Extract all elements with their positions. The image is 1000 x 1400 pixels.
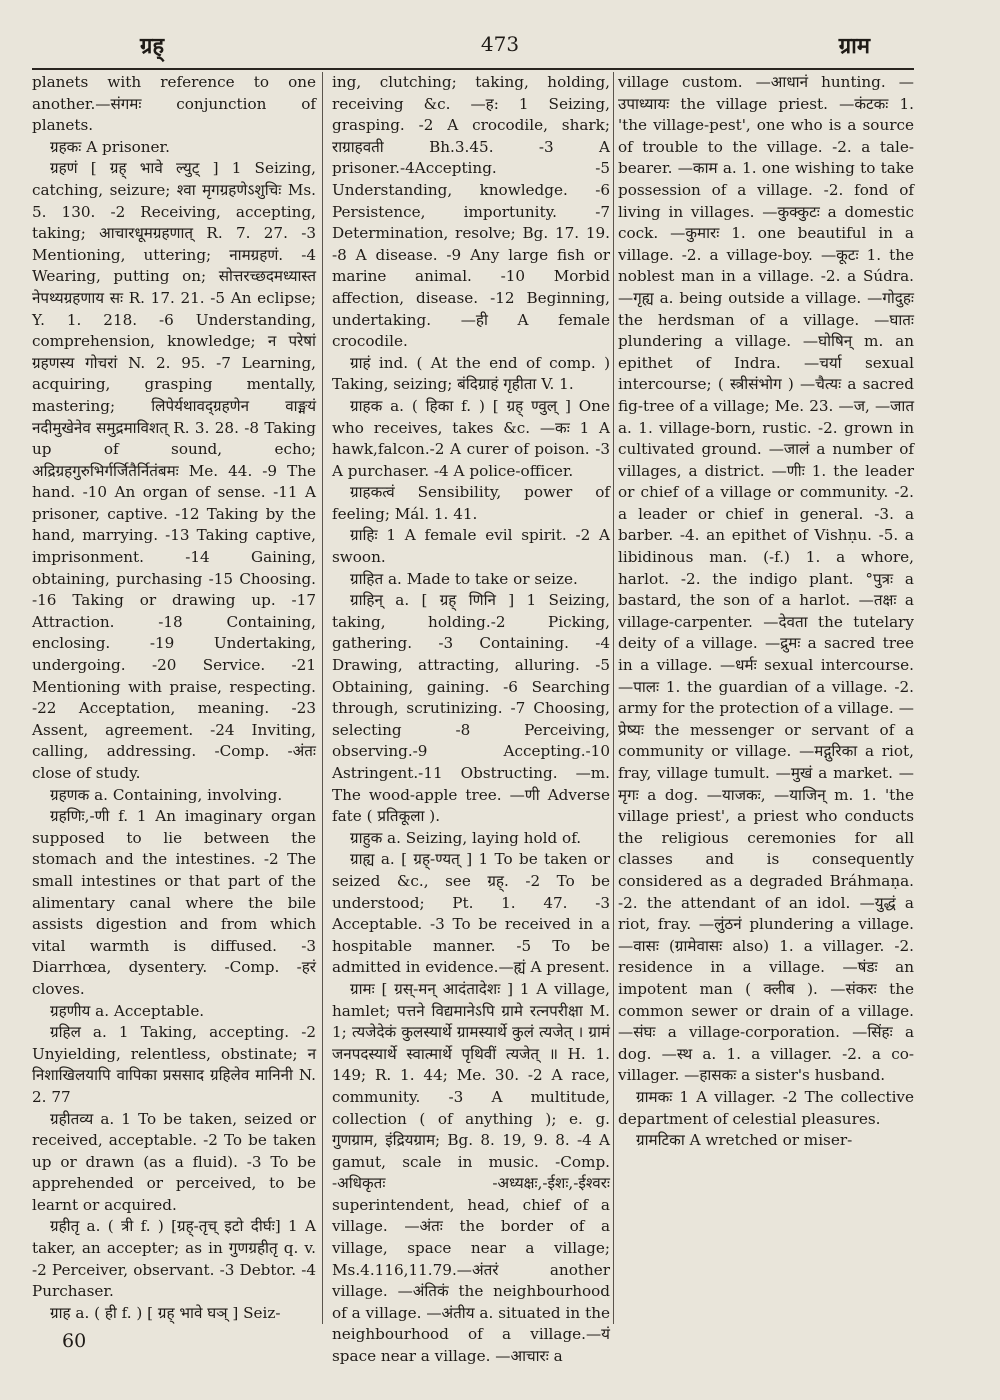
column-2 — [332, 72, 610, 1366]
page-number: 473 — [480, 32, 520, 56]
column-divider — [322, 72, 323, 1324]
dictionary-entry: ग्राहुक a. Seizing, laying hold of. — [350, 828, 582, 847]
dictionary-entry: ग्राहिः 1 A female evil spirit. -2 A swoon. — [332, 526, 610, 567]
signature-mark: 60 — [62, 1330, 87, 1352]
dictionary-entry: ग्रहणक a. Containing, involving. — [50, 785, 283, 804]
page-header — [40, 30, 960, 64]
dictionary-entry: ग्राह्य a. [ ग्रह्-ण्यत् ] 1 To be taken or seized &c., see ग्रह्. -2 To be understood; Pt. 1. 47. -3 Acceptable. -3 To be received in a hospitable manner. -5 To be admitted in evidence.—ह्यं A present. — [332, 850, 610, 977]
dictionary-entry: ग्रामकः 1 A villager. -2 The collective department of celestial pleasures. — [618, 1087, 914, 1128]
dictionary-entry: ग्रहणं [ ग्रह् भावे ल्युट् ] 1 Seizing, catching, seizure; श्वा मृगग्रहणेऽशुचिः Ms. 5. 130. -2 Receiving, accepting, taking; आचारधूमग्रहणात् R. 7. 27. -3 Mentioning, uttering; नामग्रहणं. -4 Wearing, putting on; सोत्तरच्छदमध्यास्त नेपथ्यग्रहणाय सः R. 17. 21. -5 An eclipse; Y. 1. 218. -6 Understanding, comprehension, knowledge; न परेषां ग्रहणस्य गोचरां N. 2. 95. -7 Learning, acquiring, grasping mentally, mastering; लिपेर्यथावद्ग्रहणेन वाङ्मयं नदीमुखेनेव समुद्रमाविशत् R. 3. 28. -8 Taking up of sound, echo; अद्रिग्रहगुरुभिर्गर्जितैर्नितंबमः Me. 44. -9 The hand. -10 An organ of sense. -11 A prisoner, captive. -12 Taking by the hand, marrying. -13 Taking captive, imprisonment. -14 Gaining, obtaining, purchasing -15 Choosing. -16 Taking or drawing up. -17 Attraction. -18 Containing, enclosing. -19 Undertaking, undergoing. -20 Service. -21 Mentioning with praise, respecting. -22 Acceptation, meaning. -23 Assent, agreement. -24 Inviting, calling, addressing. -Comp. -अंतः close of study. — [32, 159, 316, 782]
dictionary-entry: ग्राहं ind. ( At the end of comp. ) Taking, seizing; बंदिग्राहं गृहीता V. 1. — [332, 353, 610, 394]
header-left-guide-word: ग्रह् — [140, 33, 165, 59]
dictionary-entry: ग्राहिन् a. [ ग्रह् णिनि ] 1 Seizing, taking, holding.-2 Picking, gathering. -3 Containing. -4 Drawing, attracting, alluring. -5 Obtaining, gaining. -6 Searching through, scrutinizing. -7 Choosing, selecting -8 Perceiving, observing.-9 Accepting.-10 Astringent.-11 Obstructing. —m. The wood-apple tree. —णी Adverse fate ( प्रतिकूला ). — [332, 591, 610, 826]
header-rule — [32, 68, 914, 70]
dictionary-entry: ग्राह a. ( ही f. ) [ ग्रह् भावे घञ् ] Seiz- — [50, 1303, 281, 1322]
dictionary-entry: ग्राहकत्वं Sensibility, power of feeling; Mál. 1. 41. — [332, 483, 610, 523]
dictionary-entry: ग्राहित a. Made to take or seize. — [350, 569, 578, 588]
entry-continuation: village custom. —आधानं hunting. —उपाध्यायः the village priest. —कंटकः 1. 'the village-pest', one who is a source of trouble to the village. -2. a tale-bearer. —काम a. 1. one wishing to take possession of a village. -2. fond of living in villages. —कुक्कुटः a domestic cock. —कुमारः 1. one beautiful in a village. -2. a village-boy. —कूटः 1. the noblest man in a village. -2. a Súdra. —गृह्य a. being outside a village. —गोदुहः the herdsman of a village. —घातः plundering a village. —घोषिन् m. an epithet of Indra. —चर्या sexual intercourse; ( स्त्रीसंभोग ) —चैत्यः a sacred fig-tree of a village; Me. 23. —ज, —जात a. 1. village-born, rustic. -2. grown in cultivated ground. —जालं a number of villages, a district. —णीः 1. the leader or chief of a village or community. -2. a leader or chief in general. -3. a barber. -4. an epithet of Vishṇu. -5. a libidinous man. (-f.) 1. a whore, harlot. -2. the indigo plant. °पुत्रः a bastard, the son of a harlot. —तक्षः a village-carpenter. —देवता the tutelary deity of a village. —द्रुमः a sacred tree in a village. —धर्मः sexual intercourse. —पालः 1. the guardian of a village. -2. army for the protection of a village. —प्रेष्यः the messenger or servant of a community or village. —मद्गुरिका a riot, fray, village tumult. —मुखं a market. —मृगः a dog. —याजकः, —याजिन् m. 1. 'the village priest', a priest who conducts the religious ceremonies for all classes and is consequently considered as a degraded Bráhmaṇa. -2. the attendant of an idol. —युद्धं a riot, fray. —लुंठनं plundering a village. —वासः (ग्रामेवासः also) 1. a villager. -2. residence in a village. —षंडः an impotent man ( क्लीब ). —संकरः the common sewer or drain of a village. —संघः a village-corporation. —सिंहः a dog. —स्थ a. 1. a villager. -2. a co-villager. —हासकः a sister's husband. — [618, 73, 914, 1085]
dictionary-entry: ग्रामः [ ग्रस्-मन् आदंतादेशः ] 1 A village, hamlet; पत्तने विद्यमानेऽपि ग्रामे रत्नपरीक्षा M. 1; त्यजेदेकं कुलस्यार्थे ग्रामस्यार्थे कुलं त्यजेत् । ग्रामं जनपदस्यार्थे स्वात्मार्थे पृथिवीं त्यजेत् ॥ H. 1. 149; R. 1. 44; Me. 30. -2 A race, community. -3 A multitude, collection ( of anything ); e. g. गुणग्राम, इंद्रियग्राम; Bg. 8. 19, 9. 8. -4 A gamut, scale in music. -Comp. -अधिकृतः -अध्यक्षः,-ईशः,-ईश्वरः superintendent, head, chief of a village. —अंतः the border of a village, space near a village; Ms.4.116,11.79.—अंतरं another village. —अंतिकं the neighbourhood of a village. —अंतीय a. situated in the neighbourhood of a village.—यं space near a village. —आचारः a — [332, 979, 610, 1366]
column-3 — [618, 72, 914, 1344]
dictionary-entry: ग्रहणिः,-णी f. 1 An imaginary organ supposed to lie between the stomach and the intestines. -2 The small intestines or that part of the alimentary canal where the bile assists digestion and from which vital warmth is diffused. -3 Diarrhœa, dysentery. -Comp. -हरं cloves. — [32, 807, 316, 998]
dictionary-entry: ग्रामटिका A wretched or miser- — [636, 1131, 853, 1150]
entry-continuation: planets with reference to one another.—संगमः conjunction of planets. — [32, 73, 316, 135]
dictionary-entry: ग्राहक a. ( हिका f. ) [ ग्रह् ण्वुल् ] One who receives, takes &c. —कः 1 A hawk,falcon.-2 A curer of poison. -3 A purchaser. -4 A police-officer. — [332, 396, 610, 480]
dictionary-entry: ग्रहकः A prisoner. — [50, 137, 170, 156]
dictionary-entry: ग्रहणीय a. Acceptable. — [50, 1001, 205, 1020]
column-divider — [613, 72, 614, 1324]
dictionary-entry: ग्रहीतृ a. ( त्री f. ) [ग्रह्-तृच् इटो दीर्घः] 1 A taker, an accepter; as in गुणग्रहीतृ q. v. -2 Perceiver, observant. -3 Debtor. -4 Purchaser. — [32, 1217, 316, 1301]
column-1 — [32, 72, 316, 1344]
entry-continuation: ing, clutching; taking, holding, receiving &c. —ह: 1 Seizing, grasping. -2 A crocodile, shark; राग्राहवती Bh.3.45. -3 A prisoner.-4Accepting. -5 Understanding, knowledge. -6 Persistence, importunity. -7 Determination, resolve; Bg. 17. 19. -8 A disease. -9 Any large fish or marine animal. -10 Morbid affection, disease. -12 Beginning, undertaking. —ही A female crocodile. — [332, 73, 610, 351]
dictionary-entry: ग्रहिल a. 1 Taking, accepting. -2 Unyielding, relentless, obstinate; न निशाखिलयापि वापिका प्रससाद ग्रहिलेव मानिनी N. 2. 77 — [32, 1023, 316, 1106]
dictionary-entry: ग्रहीतव्य a. 1 To be taken, seized or received, acceptable. -2 To be taken up or drawn (as a fluid). -3 To be apprehended or perceived, to be learnt or acquired. — [32, 1109, 316, 1214]
header-right-guide-word: ग्राम — [838, 33, 870, 59]
